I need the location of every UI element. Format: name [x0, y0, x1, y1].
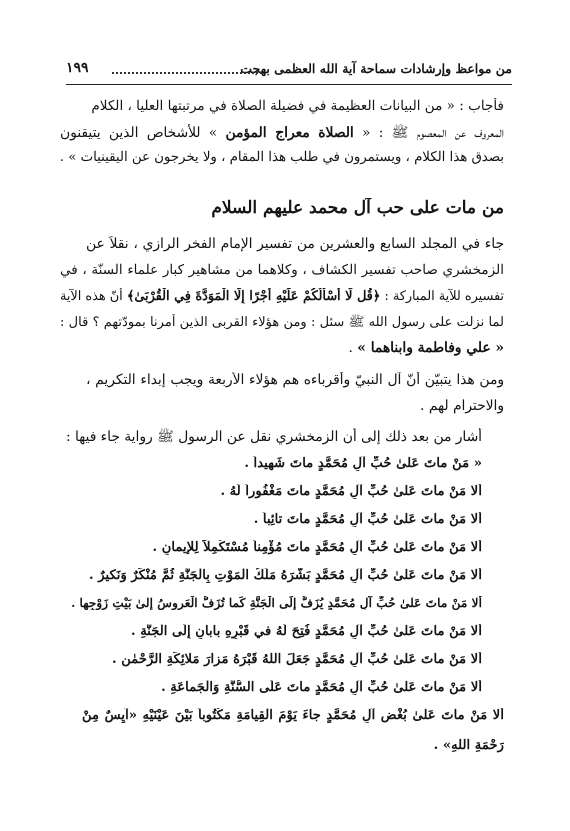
section-line-1: جاء في المجلد السابع والعشرين من تفسير الإمام الفخر الرازي ، نقلاً عن	[86, 236, 504, 252]
section-line-8: أشار من بعد ذلك إلى أن الزمخشري نقل عن الرسول ﷺ رواية جاء فيها :	[65, 429, 482, 445]
section-line-2: الزمخشري صاحب تفسير الكشاف ، وكلاهما من مشاهير كبار علماء السنّة ، في	[60, 262, 504, 278]
header-rule	[66, 84, 512, 85]
hadith-line-3: أَلا مَنْ ماتَ عَلىٰ حُبِّ آلِ مُحَمَّدٍ ماتَ تائِباً .	[253, 512, 482, 527]
hadith-line-7: أَلا مَنْ ماتَ عَلىٰ حُبِّ آلِ مُحَمَّدٍ فُتِحَ لَهُ في قَبْرِهِ بابانِ إِلَى الْجَنَّةِ .	[131, 624, 482, 639]
header-dot-leader	[112, 66, 262, 74]
intro-line-2: المعروف عن المعصوم ﷺ : « الصلاة معراج المؤمن » للأشخاص الذين يتيقنون	[60, 125, 504, 141]
section-line-5: « علي وفاطمة وابناهما » .	[348, 340, 504, 356]
page-number: ١٩٩	[66, 60, 89, 76]
hadith-line-4: أَلا مَنْ ماتَ عَلىٰ حُبِّ آلِ مُحَمَّدٍ ماتَ مُؤْمِناً مُسْتَكْمِلاً لِلإيمانِ .	[152, 540, 482, 555]
hadith-line-9: أَلا مَنْ ماتَ عَلىٰ حُبِّ آلِ مُحَمَّدٍ ماتَ عَلَى السُّنَّةِ وَالْجَماعَةِ .	[161, 680, 482, 695]
section-line-4: لما نزلت على رسول الله ﷺ سئل : ومن هؤلاء القربى الذين أمرنا بمودّتهم ؟ قال :	[60, 315, 504, 330]
section-heading: من مات على حب آل محمد عليهم السلام	[211, 198, 504, 218]
intro-line-3: بصدق هذا الكلام ، ويستمرون في طلب هذا المقام ، ولا يخرجون عن اليقينيات » .	[60, 150, 504, 165]
hadith-line-5: أَلا مَنْ ماتَ عَلىٰ حُبِّ آلِ مُحَمَّدٍ بَشَّرَهُ مَلَكُ الْمَوْتِ بِالْجَنَّةِ ثُمَّ مُنْكَرٌ وَنَكيرٌ .	[89, 568, 482, 583]
hadith-line-6: أَلا مَنْ ماتَ عَلىٰ حُبِّ آلِ مُحَمَّدٍ يُزَفُّ إِلَى الْجَنَّةِ كَما تُزَفُّ الْعَروسُ إِلىٰ بَيْتِ زَوْجِها .	[71, 596, 482, 610]
hadith-line-11: رَحْمَةِ اللهِ» .	[433, 738, 504, 753]
hadith-line-1: « مَنْ ماتَ عَلىٰ حُبِّ آلِ مُحَمَّدٍ ماتَ شَهيداً .	[244, 456, 482, 471]
intro-line-1: فأجاب : « من البيانات العظيمة في فضيلة الصلاة في مرتبتها العليا ، الكلام	[91, 98, 504, 114]
running-header-title: من مواعظ وإرشادات سماحة آية الله العظمى بهجت	[240, 61, 512, 76]
section-line-7: والاحترام لهم .	[420, 398, 504, 414]
hadith-line-8: أَلا مَنْ ماتَ عَلىٰ حُبِّ آلِ مُحَمَّدٍ جَعَلَ اللهُ قَبْرَهُ مَزارَ مَلائِكَةِ الرَّحْمٰنِ .	[112, 652, 482, 667]
hadith-line-10: أَلا مَنْ ماتَ عَلىٰ بُغْضِ آلِ مُحَمَّدٍ جاءَ يَوْمَ الْقِيامَةِ مَكْتُوباً بَيْنَ عَيْنَيْهِ «آيِسٌ مِنْ	[82, 708, 504, 723]
hadith-line-2: أَلا مَنْ ماتَ عَلىٰ حُبِّ آلِ مُحَمَّدٍ ماتَ مَغْفُوراً لَهُ .	[220, 484, 482, 499]
section-line-6: ومن هذا يتبيّن أنّ آل النبيّ وأقرباءه هم هؤلاء الأربعة ويجب إبداء التكريم ،	[86, 372, 504, 388]
section-line-3: تفسيره للآية المباركة : ﴿قُل لَّا أَسْأَلُكُمْ عَلَيْهِ أَجْرًا إِلَّا الْمَوَدَّةَ فِي الْقُرْبَىٰ﴾ أنّ هذه الآية	[60, 289, 504, 304]
